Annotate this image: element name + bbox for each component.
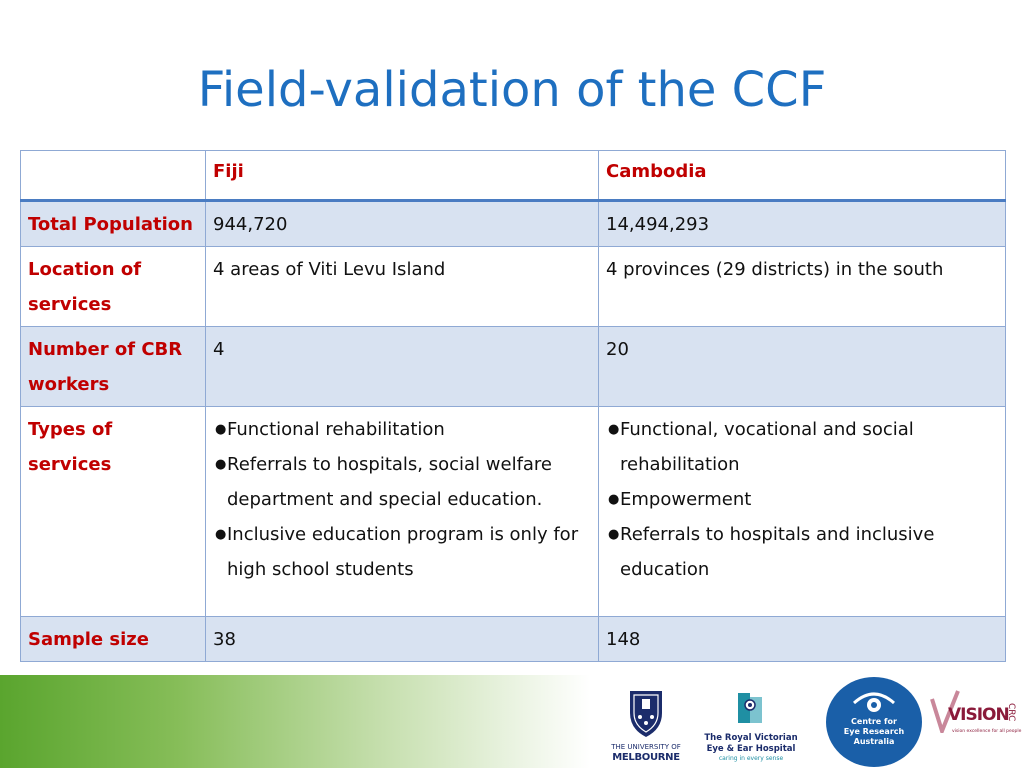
- table-row: [21, 617, 1006, 662]
- list-item: [213, 517, 592, 587]
- table-header-row: [21, 151, 1006, 201]
- bullet-icon: ●: [215, 527, 227, 542]
- cell-cambodia-workers: 20: [599, 327, 1006, 407]
- bullet-icon: ●: [215, 422, 227, 437]
- cell-cambodia-location: 4 provinces (29 districts) in the south: [599, 247, 1006, 327]
- eye-icon: [826, 677, 922, 717]
- cell-fiji-services: [206, 407, 599, 617]
- list-item-text: Functional rehabilitation: [227, 419, 445, 440]
- rveeh-tagline: caring in every sense: [718, 755, 784, 762]
- table-row: [21, 247, 1006, 327]
- cera-text-2: Eye Research: [843, 727, 905, 736]
- list-item: [606, 482, 999, 517]
- slide-title: Field-validation of the CCF: [197, 62, 827, 118]
- melbourne-text-2: MELBOURNE: [612, 752, 680, 763]
- list-item: [213, 447, 592, 517]
- cell-cambodia-services: [599, 407, 1006, 617]
- footer-band: [0, 675, 1024, 768]
- row-label-workers: Number of CBR workers: [21, 327, 206, 407]
- header-empty: [21, 151, 206, 201]
- cell-fiji-workers: 4: [206, 327, 599, 407]
- list-item: [213, 412, 592, 447]
- cell-fiji-location: 4 areas of Viti Levu Island: [206, 247, 599, 327]
- vision-suffix: CRC: [1006, 703, 1016, 722]
- bullet-icon: ●: [215, 457, 227, 472]
- rveeh-emblem-icon: [700, 689, 802, 729]
- list-item: [606, 412, 999, 482]
- cell-cambodia-population: 14,494,293: [599, 201, 1006, 247]
- bullet-icon: ●: [608, 492, 620, 507]
- cell-fiji-sample: 38: [206, 617, 599, 662]
- bullet-icon: ●: [608, 527, 620, 542]
- list-item-text: Referrals to hospitals, social welfare department and special education.: [227, 454, 553, 510]
- melbourne-crest-icon: [608, 687, 684, 739]
- table-row: [21, 407, 1006, 617]
- header-cambodia: Cambodia: [599, 151, 1006, 201]
- cell-fiji-population: 944,720: [206, 201, 599, 247]
- row-label-population: Total Population: [21, 201, 206, 247]
- vision-tagline: vision excellence for all people: [952, 729, 1022, 734]
- cera-logo: [826, 677, 922, 767]
- cera-text-1: Centre for: [851, 717, 897, 726]
- list-item-text: Inclusive education program is only for high school students: [227, 524, 579, 580]
- table-row: [21, 327, 1006, 407]
- row-label-services: Types of services: [21, 407, 206, 617]
- cera-text-3: Australia: [853, 737, 895, 746]
- list-item-text: Empowerment: [620, 489, 752, 510]
- list-item: [606, 517, 999, 587]
- rveeh-text-2: Eye & Ear Hospital: [706, 744, 796, 754]
- table-row: [21, 201, 1006, 247]
- green-gradient-bar: [0, 675, 590, 768]
- rveeh-text-1: The Royal Victorian: [704, 733, 798, 743]
- cell-cambodia-sample: 148: [599, 617, 1006, 662]
- bullet-icon: ●: [608, 422, 620, 437]
- list-item-text: Referrals to hospitals and inclusive education: [620, 524, 935, 580]
- vision-crc-logo: [930, 687, 1022, 767]
- comparison-table: [20, 150, 1006, 662]
- melbourne-text-1: THE UNIVERSITY OF: [611, 743, 681, 751]
- vision-name: VISION: [948, 705, 1009, 725]
- melbourne-logo: [608, 687, 684, 763]
- row-label-sample: Sample size: [21, 617, 206, 662]
- row-label-location: Location of services: [21, 247, 206, 327]
- header-fiji: Fiji: [206, 151, 599, 201]
- rveeh-logo: [700, 689, 802, 765]
- list-item-text: Functional, vocational and social rehabilitation: [620, 419, 914, 475]
